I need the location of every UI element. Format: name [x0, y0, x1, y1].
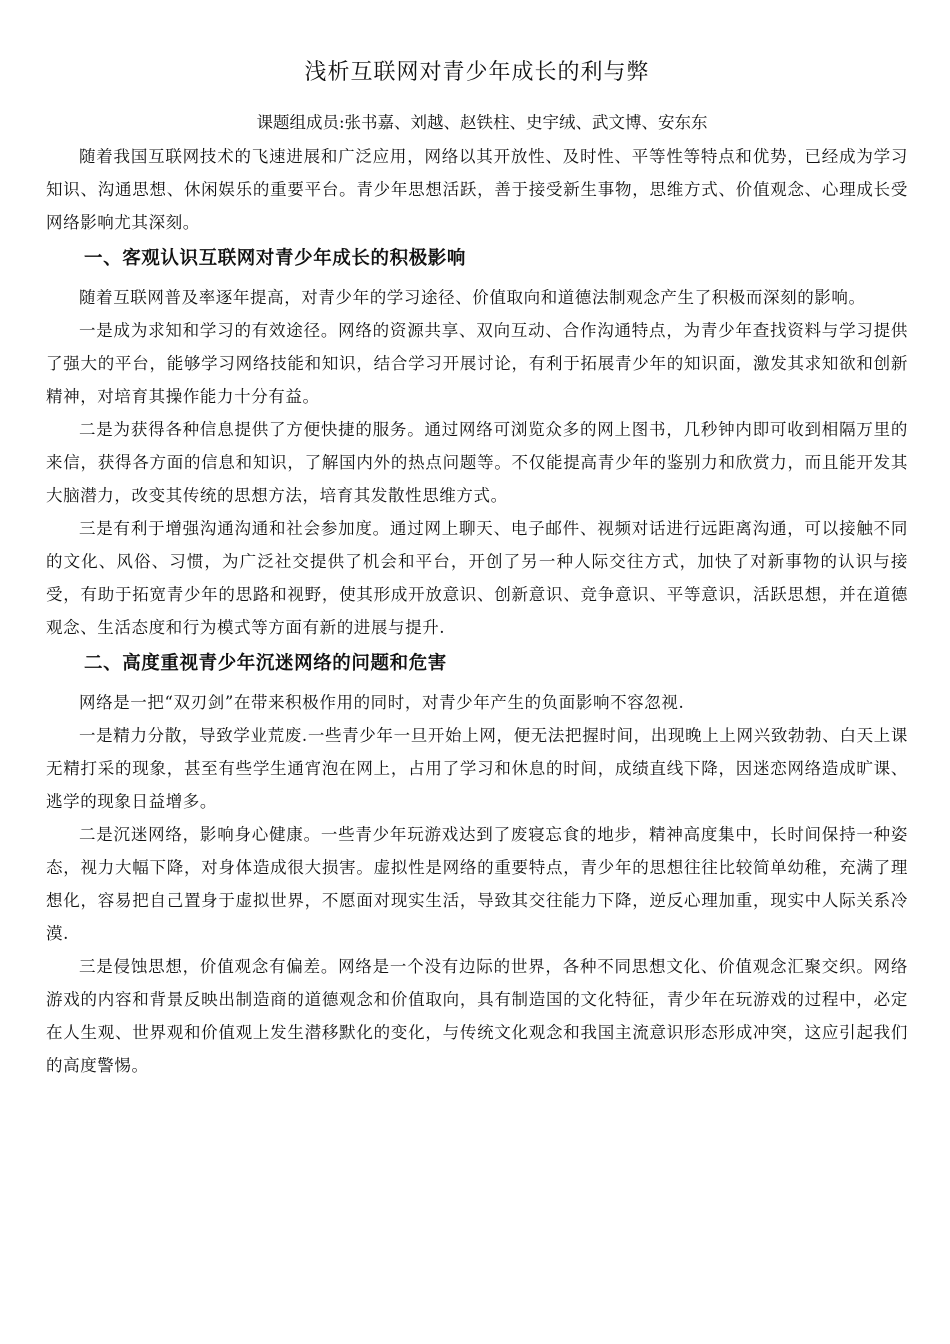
document-title: 浅析互联网对青少年成长的利与弊 [304, 60, 650, 85]
section-2-heading: 二、高度重视青少年沉迷网络的问题和危害 [84, 653, 447, 674]
intro-paragraph: 随着我国互联网技术的飞速进展和广泛应用，网络以其开放性、及时性、平等性等特点和优势，已经成为学习知识、沟通思想、休闲娱乐的重要平台。青少年思想活跃，善于接受新生事物，思维方式、价值观念、心理成长受网络影响尤其深刻。 [46, 147, 908, 232]
paragraph: 二是沉迷网络，影响身心健康。一些青少年玩游戏达到了废寝忘食的地步，精神高度集中，长时间保持一种姿态，视力大幅下降，对身体造成很大损害。虚拟性是网络的重要特点，青少年的思想往往比较简单幼稚，充满了理想化，容易把自己置身于虚拟世界，不愿面对现实生活，导致其交往能力下降，逆反心理加重，现实中人际关系冷漠. [46, 825, 908, 943]
paragraph: 网络是一把“双刃剑”在带来积极作用的同时，对青少年产生的负面影响不容忽视. [79, 693, 685, 712]
document-page [46, 54, 908, 1082]
section-1-heading: 一、客观认识互联网对青少年成长的积极影响 [84, 248, 467, 269]
paragraph: 三是侵蚀思想，价值观念有偏差。网络是一个没有边际的世界，各种不同思想文化、价值观念汇聚交织。网络游戏的内容和背景反映出制造商的道德观念和价值取向，具有制造国的文化特征，青少年在玩游戏的过程中，必定在人生观、世界观和价值观上发生潜移默化的变化，与传统文化观念和我国主流意识形态形成冲突，这应引起我们的高度警惕。 [46, 957, 908, 1075]
author-list: 课题组成员:张书嘉、刘越、赵铁柱、史宇绒、武文博、安东东 [256, 113, 708, 132]
paragraph: 一是成为求知和学习的有效途径。网络的资源共享、双向互动、合作沟通特点，为青少年查找资料与学习提供了强大的平台，能够学习网络技能和知识，结合学习开展讨论，有利于拓展青少年的知识面，激发其求知欲和创新精神，对培育其操作能力十分有益。 [46, 321, 908, 406]
paragraph: 三是有利于增强沟通沟通和社会参加度。通过网上聊天、电子邮件、视频对话进行远距离沟通，可以接触不同的文化、风俗、习惯，为广泛社交提供了机会和平台，开创了另一种人际交往方式，加快了对新事物的认识与接受，有助于拓宽青少年的思路和视野，使其形成开放意识、创新意识、竞争意识、平等意识，活跃思想，并在道德观念、生活态度和行为模式等方面有新的进展与提升. [46, 519, 908, 637]
paragraph: 一是精力分散，导致学业荒废.一些青少年一旦开始上网，便无法把握时间，出现晚上上网兴致勃勃、白天上课无精打采的现象，甚至有些学生通宵泡在网上，占用了学习和休息的时间，成绩直线下降，因迷恋网络造成旷课、逃学的现象日益增多。 [46, 726, 908, 811]
paragraph: 随着互联网普及率逐年提高，对青少年的学习途径、价值取向和道德法制观念产生了积极而深刻的影响。 [79, 288, 866, 307]
paragraph: 二是为获得各种信息提供了方便快捷的服务。通过网络可浏览众多的网上图书，几秒钟内即可收到相隔万里的来信，获得各方面的信息和知识，了解国内外的热点问题等。不仅能提高青少年的鉴别力和欣赏力，而且能开发其大脑潜力，改变其传统的思想方法，培育其发散性思维方式。 [46, 420, 908, 505]
